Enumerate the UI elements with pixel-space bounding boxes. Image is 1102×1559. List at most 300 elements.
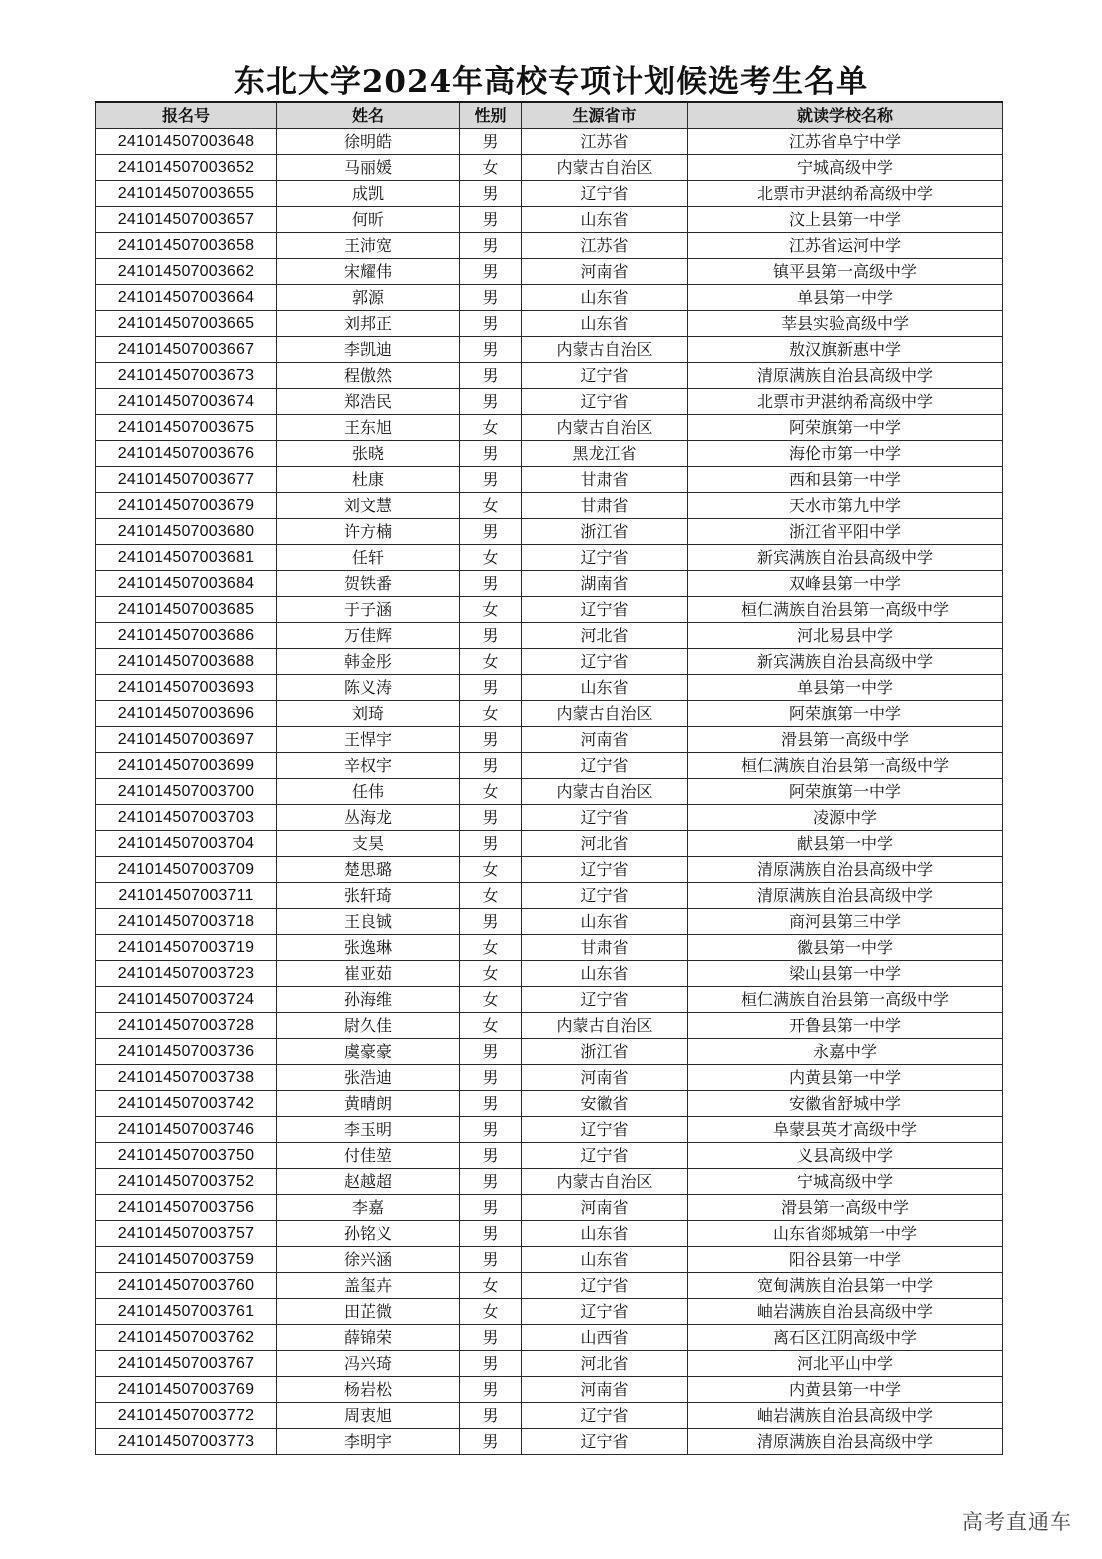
school-cell: 江苏省运河中学 [688, 233, 1003, 259]
name-cell: 黄晴朗 [277, 1091, 460, 1117]
school-cell: 岫岩满族自治县高级中学 [688, 1299, 1003, 1325]
registration-no-cell: 241014507003773 [96, 1429, 277, 1455]
name-cell: 任轩 [277, 545, 460, 571]
name-cell: 周衷旭 [277, 1403, 460, 1429]
registration-no-cell: 241014507003757 [96, 1221, 277, 1247]
school-cell: 梁山县第一中学 [688, 961, 1003, 987]
gender-cell: 女 [460, 1013, 522, 1039]
table-row [96, 389, 1003, 415]
registration-no-cell: 241014507003760 [96, 1273, 277, 1299]
column-header-name: 姓名 [277, 102, 460, 129]
school-cell: 清原满族自治县高级中学 [688, 1429, 1003, 1455]
table-row [96, 727, 1003, 753]
registration-no-cell: 241014507003681 [96, 545, 277, 571]
registration-no-cell: 241014507003673 [96, 363, 277, 389]
gender-cell: 女 [460, 1299, 522, 1325]
school-cell: 义县高级中学 [688, 1143, 1003, 1169]
school-cell: 滑县第一高级中学 [688, 1195, 1003, 1221]
gender-cell: 女 [460, 987, 522, 1013]
province-cell: 辽宁省 [522, 597, 688, 623]
name-cell: 田芷微 [277, 1299, 460, 1325]
province-cell: 辽宁省 [522, 389, 688, 415]
school-cell: 宽甸满族自治县第一中学 [688, 1273, 1003, 1299]
province-cell: 山东省 [522, 285, 688, 311]
name-cell: 杜康 [277, 467, 460, 493]
gender-cell: 女 [460, 857, 522, 883]
province-cell: 浙江省 [522, 519, 688, 545]
school-cell: 阿荣旗第一中学 [688, 779, 1003, 805]
school-cell: 敖汉旗新惠中学 [688, 337, 1003, 363]
name-cell: 李明宇 [277, 1429, 460, 1455]
table-row [96, 155, 1003, 181]
registration-no-cell: 241014507003767 [96, 1351, 277, 1377]
school-cell: 新宾满族自治县高级中学 [688, 649, 1003, 675]
registration-no-cell: 241014507003667 [96, 337, 277, 363]
table-row [96, 259, 1003, 285]
registration-no-cell: 241014507003746 [96, 1117, 277, 1143]
name-cell: 成凯 [277, 181, 460, 207]
gender-cell: 女 [460, 545, 522, 571]
table-row [96, 311, 1003, 337]
table-row [96, 1221, 1003, 1247]
school-cell: 清原满族自治县高级中学 [688, 857, 1003, 883]
gender-cell: 男 [460, 727, 522, 753]
table-row [96, 129, 1003, 155]
province-cell: 河南省 [522, 259, 688, 285]
name-cell: 王沛宽 [277, 233, 460, 259]
province-cell: 江苏省 [522, 129, 688, 155]
province-cell: 辽宁省 [522, 363, 688, 389]
province-cell: 安徽省 [522, 1091, 688, 1117]
registration-no-cell: 241014507003680 [96, 519, 277, 545]
name-cell: 郭源 [277, 285, 460, 311]
province-cell: 内蒙古自治区 [522, 337, 688, 363]
province-cell: 山东省 [522, 1247, 688, 1273]
table-row [96, 857, 1003, 883]
name-cell: 程傲然 [277, 363, 460, 389]
gender-cell: 男 [460, 467, 522, 493]
gender-cell: 女 [460, 597, 522, 623]
table-row [96, 1039, 1003, 1065]
page-title: 东北大学2024年高校专项计划候选考生名单 [233, 64, 869, 100]
school-cell: 江苏省阜宁中学 [688, 129, 1003, 155]
name-cell: 尉久佳 [277, 1013, 460, 1039]
registration-no-cell: 241014507003762 [96, 1325, 277, 1351]
school-cell: 桓仁满族自治县第一高级中学 [688, 987, 1003, 1013]
gender-cell: 男 [460, 1065, 522, 1091]
gender-cell: 男 [460, 805, 522, 831]
table-row [96, 987, 1003, 1013]
name-cell: 徐明皓 [277, 129, 460, 155]
gender-cell: 女 [460, 649, 522, 675]
gender-cell: 男 [460, 285, 522, 311]
table-row [96, 1351, 1003, 1377]
gender-cell: 女 [460, 415, 522, 441]
gender-cell: 女 [460, 779, 522, 805]
table-row [96, 1013, 1003, 1039]
school-cell: 桓仁满族自治县第一高级中学 [688, 597, 1003, 623]
registration-no-cell: 241014507003718 [96, 909, 277, 935]
gender-cell: 男 [460, 831, 522, 857]
school-cell: 镇平县第一高级中学 [688, 259, 1003, 285]
school-cell: 单县第一中学 [688, 675, 1003, 701]
name-cell: 李玉明 [277, 1117, 460, 1143]
school-cell: 河北平山中学 [688, 1351, 1003, 1377]
table-row [96, 233, 1003, 259]
registration-no-cell: 241014507003699 [96, 753, 277, 779]
table-row [96, 545, 1003, 571]
name-cell: 虞豪豪 [277, 1039, 460, 1065]
province-cell: 河北省 [522, 1351, 688, 1377]
province-cell: 辽宁省 [522, 805, 688, 831]
province-cell: 辽宁省 [522, 1403, 688, 1429]
name-cell: 韩金彤 [277, 649, 460, 675]
table-row [96, 1377, 1003, 1403]
table-row [96, 493, 1003, 519]
registration-no-cell: 241014507003709 [96, 857, 277, 883]
school-cell: 徽县第一中学 [688, 935, 1003, 961]
gender-cell: 男 [460, 519, 522, 545]
registration-no-cell: 241014507003652 [96, 155, 277, 181]
school-cell: 新宾满族自治县高级中学 [688, 545, 1003, 571]
registration-no-cell: 241014507003728 [96, 1013, 277, 1039]
gender-cell: 男 [460, 129, 522, 155]
school-cell: 天水市第九中学 [688, 493, 1003, 519]
name-cell: 王悍宇 [277, 727, 460, 753]
school-cell: 阜蒙县英才高级中学 [688, 1117, 1003, 1143]
province-cell: 山东省 [522, 207, 688, 233]
table-row [96, 935, 1003, 961]
gender-cell: 男 [460, 181, 522, 207]
school-cell: 桓仁满族自治县第一高级中学 [688, 753, 1003, 779]
name-cell: 张浩迪 [277, 1065, 460, 1091]
registration-no-cell: 241014507003704 [96, 831, 277, 857]
school-cell: 海伦市第一中学 [688, 441, 1003, 467]
gender-cell: 男 [460, 1325, 522, 1351]
province-cell: 山东省 [522, 961, 688, 987]
table-row [96, 1429, 1003, 1455]
province-cell: 辽宁省 [522, 883, 688, 909]
school-cell: 山东省郯城第一中学 [688, 1221, 1003, 1247]
table-row [96, 1169, 1003, 1195]
table-row [96, 961, 1003, 987]
name-cell: 支昊 [277, 831, 460, 857]
school-cell: 清原满族自治县高级中学 [688, 883, 1003, 909]
name-cell: 王良铖 [277, 909, 460, 935]
registration-no-cell: 241014507003679 [96, 493, 277, 519]
registration-no-cell: 241014507003686 [96, 623, 277, 649]
registration-no-cell: 241014507003750 [96, 1143, 277, 1169]
gender-cell: 男 [460, 1351, 522, 1377]
registration-no-cell: 241014507003759 [96, 1247, 277, 1273]
table-row [96, 363, 1003, 389]
table-row [96, 571, 1003, 597]
table-body [96, 129, 1003, 1455]
table-row [96, 909, 1003, 935]
column-header-province: 生源省市 [522, 102, 688, 129]
school-cell: 宁城高级中学 [688, 1169, 1003, 1195]
name-cell: 陈义涛 [277, 675, 460, 701]
province-cell: 辽宁省 [522, 545, 688, 571]
gender-cell: 男 [460, 753, 522, 779]
name-cell: 许方楠 [277, 519, 460, 545]
province-cell: 内蒙古自治区 [522, 701, 688, 727]
name-cell: 张逸琳 [277, 935, 460, 961]
school-cell: 阳谷县第一中学 [688, 1247, 1003, 1273]
table-row [96, 285, 1003, 311]
name-cell: 杨岩松 [277, 1377, 460, 1403]
column-header-gender: 性别 [460, 102, 522, 129]
table-row [96, 779, 1003, 805]
province-cell: 辽宁省 [522, 1273, 688, 1299]
school-cell: 献县第一中学 [688, 831, 1003, 857]
province-cell: 辽宁省 [522, 181, 688, 207]
table-row [96, 1091, 1003, 1117]
table-row [96, 1065, 1003, 1091]
name-cell: 李凯迪 [277, 337, 460, 363]
name-cell: 马丽媛 [277, 155, 460, 181]
school-cell: 河北易县中学 [688, 623, 1003, 649]
table-row [96, 441, 1003, 467]
name-cell: 郑浩民 [277, 389, 460, 415]
registration-no-cell: 241014507003711 [96, 883, 277, 909]
province-cell: 河南省 [522, 1065, 688, 1091]
table-row [96, 1299, 1003, 1325]
school-cell: 离石区江阴高级中学 [688, 1325, 1003, 1351]
gender-cell: 女 [460, 493, 522, 519]
province-cell: 辽宁省 [522, 753, 688, 779]
gender-cell: 男 [460, 623, 522, 649]
watermark-text: 高考直通车 [962, 1510, 1072, 1534]
name-cell: 刘琦 [277, 701, 460, 727]
gender-cell: 男 [460, 389, 522, 415]
registration-no-cell: 241014507003674 [96, 389, 277, 415]
registration-no-cell: 241014507003719 [96, 935, 277, 961]
table-row [96, 1273, 1003, 1299]
school-cell: 内黄县第一中学 [688, 1377, 1003, 1403]
registration-no-cell: 241014507003752 [96, 1169, 277, 1195]
school-cell: 开鲁县第一中学 [688, 1013, 1003, 1039]
name-cell: 薛锦荣 [277, 1325, 460, 1351]
table-row [96, 623, 1003, 649]
province-cell: 湖南省 [522, 571, 688, 597]
table-row [96, 519, 1003, 545]
registration-no-cell: 241014507003738 [96, 1065, 277, 1091]
province-cell: 甘肃省 [522, 467, 688, 493]
name-cell: 徐兴涵 [277, 1247, 460, 1273]
table-row [96, 467, 1003, 493]
registration-no-cell: 241014507003742 [96, 1091, 277, 1117]
registration-no-cell: 241014507003703 [96, 805, 277, 831]
gender-cell: 男 [460, 675, 522, 701]
column-header-school: 就读学校名称 [688, 102, 1003, 129]
school-cell: 北票市尹湛纳希高级中学 [688, 181, 1003, 207]
province-cell: 内蒙古自治区 [522, 1013, 688, 1039]
school-cell: 阿荣旗第一中学 [688, 701, 1003, 727]
gender-cell: 男 [460, 441, 522, 467]
province-cell: 山东省 [522, 1221, 688, 1247]
province-cell: 辽宁省 [522, 987, 688, 1013]
registration-no-cell: 241014507003696 [96, 701, 277, 727]
gender-cell: 男 [460, 1221, 522, 1247]
name-cell: 宋耀伟 [277, 259, 460, 285]
gender-cell: 男 [460, 259, 522, 285]
table-row [96, 597, 1003, 623]
name-cell: 冯兴琦 [277, 1351, 460, 1377]
gender-cell: 女 [460, 935, 522, 961]
table-row [96, 649, 1003, 675]
school-cell: 单县第一中学 [688, 285, 1003, 311]
gender-cell: 男 [460, 207, 522, 233]
gender-cell: 男 [460, 337, 522, 363]
gender-cell: 男 [460, 1195, 522, 1221]
name-cell: 李嘉 [277, 1195, 460, 1221]
name-cell: 何昕 [277, 207, 460, 233]
school-cell: 永嘉中学 [688, 1039, 1003, 1065]
province-cell: 河北省 [522, 831, 688, 857]
table-row [96, 1195, 1003, 1221]
province-cell: 河北省 [522, 623, 688, 649]
province-cell: 内蒙古自治区 [522, 1169, 688, 1195]
gender-cell: 男 [460, 1091, 522, 1117]
province-cell: 黑龙江省 [522, 441, 688, 467]
table-row [96, 675, 1003, 701]
name-cell: 刘文慧 [277, 493, 460, 519]
table-row [96, 753, 1003, 779]
gender-cell: 男 [460, 363, 522, 389]
province-cell: 内蒙古自治区 [522, 779, 688, 805]
table-row [96, 415, 1003, 441]
province-cell: 辽宁省 [522, 1299, 688, 1325]
name-cell: 丛海龙 [277, 805, 460, 831]
province-cell: 辽宁省 [522, 1143, 688, 1169]
province-cell: 辽宁省 [522, 857, 688, 883]
province-cell: 山东省 [522, 675, 688, 701]
table-row [96, 1247, 1003, 1273]
school-cell: 西和县第一中学 [688, 467, 1003, 493]
school-cell: 内黄县第一中学 [688, 1065, 1003, 1091]
table-row [96, 1143, 1003, 1169]
name-cell: 辛权宇 [277, 753, 460, 779]
name-cell: 任伟 [277, 779, 460, 805]
gender-cell: 男 [460, 571, 522, 597]
gender-cell: 男 [460, 1377, 522, 1403]
name-cell: 赵越超 [277, 1169, 460, 1195]
registration-no-cell: 241014507003648 [96, 129, 277, 155]
table-row [96, 701, 1003, 727]
province-cell: 辽宁省 [522, 649, 688, 675]
gender-cell: 男 [460, 1143, 522, 1169]
registration-no-cell: 241014507003769 [96, 1377, 277, 1403]
school-cell: 北票市尹湛纳希高级中学 [688, 389, 1003, 415]
gender-cell: 女 [460, 883, 522, 909]
school-cell: 浙江省平阳中学 [688, 519, 1003, 545]
registration-no-cell: 241014507003772 [96, 1403, 277, 1429]
province-cell: 河南省 [522, 727, 688, 753]
registration-no-cell: 241014507003676 [96, 441, 277, 467]
name-cell: 付佳堃 [277, 1143, 460, 1169]
registration-no-cell: 241014507003662 [96, 259, 277, 285]
name-cell: 楚思璐 [277, 857, 460, 883]
table-row [96, 337, 1003, 363]
province-cell: 甘肃省 [522, 935, 688, 961]
school-cell: 凌源中学 [688, 805, 1003, 831]
gender-cell: 男 [460, 1169, 522, 1195]
table-row [96, 1325, 1003, 1351]
gender-cell: 男 [460, 1247, 522, 1273]
province-cell: 甘肃省 [522, 493, 688, 519]
school-cell: 双峰县第一中学 [688, 571, 1003, 597]
table-row [96, 181, 1003, 207]
registration-no-cell: 241014507003664 [96, 285, 277, 311]
name-cell: 张轩琦 [277, 883, 460, 909]
province-cell: 浙江省 [522, 1039, 688, 1065]
school-cell: 清原满族自治县高级中学 [688, 363, 1003, 389]
registration-no-cell: 241014507003688 [96, 649, 277, 675]
registration-no-cell: 241014507003697 [96, 727, 277, 753]
table-row [96, 1117, 1003, 1143]
name-cell: 崔亚茹 [277, 961, 460, 987]
school-cell: 滑县第一高级中学 [688, 727, 1003, 753]
school-cell: 商河县第三中学 [688, 909, 1003, 935]
school-cell: 莘县实验高级中学 [688, 311, 1003, 337]
gender-cell: 女 [460, 155, 522, 181]
province-cell: 山东省 [522, 311, 688, 337]
province-cell: 山西省 [522, 1325, 688, 1351]
registration-no-cell: 241014507003700 [96, 779, 277, 805]
gender-cell: 男 [460, 233, 522, 259]
gender-cell: 男 [460, 909, 522, 935]
gender-cell: 女 [460, 961, 522, 987]
province-cell: 辽宁省 [522, 1117, 688, 1143]
school-cell: 岫岩满族自治县高级中学 [688, 1403, 1003, 1429]
registration-no-cell: 241014507003684 [96, 571, 277, 597]
province-cell: 山东省 [522, 909, 688, 935]
registration-no-cell: 241014507003665 [96, 311, 277, 337]
column-header-registration-no: 报名号 [96, 102, 277, 129]
registration-no-cell: 241014507003693 [96, 675, 277, 701]
table-row [96, 883, 1003, 909]
name-cell: 孙海维 [277, 987, 460, 1013]
province-cell: 内蒙古自治区 [522, 155, 688, 181]
province-cell: 江苏省 [522, 233, 688, 259]
gender-cell: 男 [460, 1039, 522, 1065]
table-row [96, 207, 1003, 233]
school-cell: 安徽省舒城中学 [688, 1091, 1003, 1117]
province-cell: 辽宁省 [522, 1429, 688, 1455]
school-cell: 宁城高级中学 [688, 155, 1003, 181]
table-header-row [96, 102, 1003, 129]
province-cell: 内蒙古自治区 [522, 415, 688, 441]
registration-no-cell: 241014507003658 [96, 233, 277, 259]
gender-cell: 男 [460, 1117, 522, 1143]
name-cell: 贺铁番 [277, 571, 460, 597]
registration-no-cell: 241014507003736 [96, 1039, 277, 1065]
table-row [96, 831, 1003, 857]
registration-no-cell: 241014507003657 [96, 207, 277, 233]
school-cell: 汶上县第一中学 [688, 207, 1003, 233]
province-cell: 河南省 [522, 1195, 688, 1221]
province-cell: 河南省 [522, 1377, 688, 1403]
name-cell: 王东旭 [277, 415, 460, 441]
registration-no-cell: 241014507003756 [96, 1195, 277, 1221]
registration-no-cell: 241014507003677 [96, 467, 277, 493]
name-cell: 万佳辉 [277, 623, 460, 649]
name-cell: 于子涵 [277, 597, 460, 623]
gender-cell: 男 [460, 1403, 522, 1429]
registration-no-cell: 241014507003655 [96, 181, 277, 207]
table-row [96, 805, 1003, 831]
